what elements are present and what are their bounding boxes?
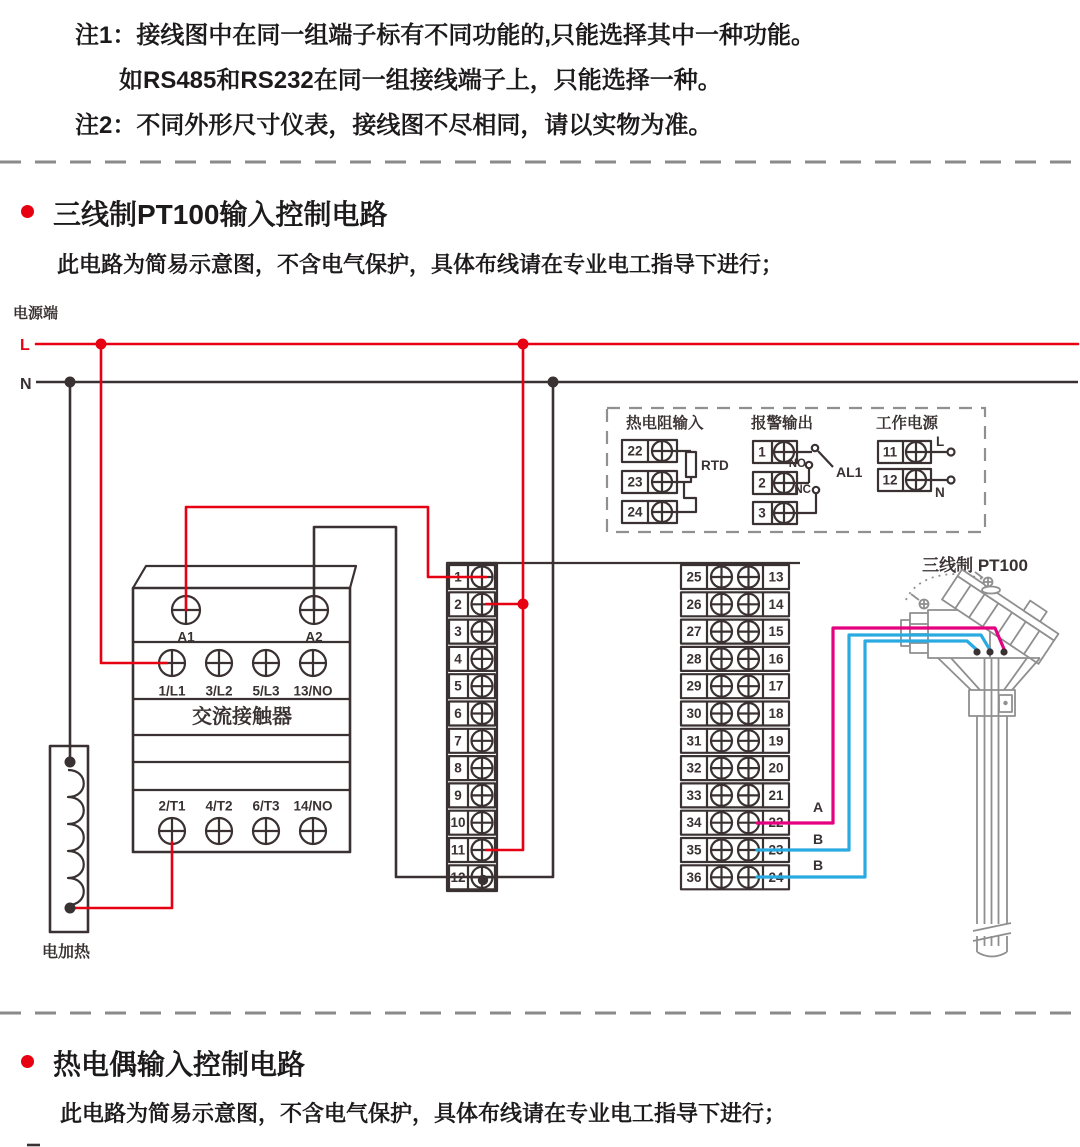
- screw-terminal-icon: [738, 785, 759, 806]
- screw-terminal-icon: [253, 650, 279, 676]
- screw-terminal-icon: [472, 621, 493, 642]
- terminal-number: 20: [768, 760, 784, 776]
- screw-terminal-icon: [711, 621, 732, 642]
- input-terminal-label: 13/NO: [293, 683, 333, 699]
- nc-label: NC: [794, 484, 811, 496]
- screw-terminal-icon: [738, 758, 759, 779]
- screw-terminal-icon: [472, 785, 493, 806]
- screw-terminal-icon: [472, 648, 493, 669]
- output-terminal-label: 14/NO: [293, 798, 333, 814]
- contactor-name: 交流接触器: [192, 706, 292, 728]
- neutral-line-label: N: [20, 376, 32, 393]
- terminal-number: 10: [450, 815, 466, 831]
- rtd-terminal-rows: [622, 440, 677, 523]
- screw-terminal-icon: [472, 730, 493, 751]
- live-line-label: L: [20, 337, 30, 354]
- screw-terminal-icon: [652, 502, 672, 522]
- terminal-number: 22: [627, 443, 643, 459]
- terminal-strip-left: [447, 563, 800, 891]
- coil-terminal-label: A1: [177, 629, 195, 645]
- supply-terminal-rows: [878, 441, 931, 491]
- supply-neutral-contact: [948, 477, 955, 484]
- coil-a1-wire: [186, 507, 486, 610]
- terminal-number: 12: [450, 869, 466, 885]
- relay-name-label: AL1: [836, 464, 863, 480]
- alarm-common-contact: [812, 445, 818, 451]
- terminal-number: 27: [686, 624, 702, 640]
- output-terminal-label: 6/T3: [252, 798, 280, 814]
- terminal-number: 23: [768, 842, 784, 858]
- sensor-funnel: [938, 658, 1040, 690]
- screw-terminal-icon: [206, 818, 232, 844]
- heater: [42, 746, 91, 961]
- terminal-number: 25: [686, 569, 702, 585]
- terminal-number: 12: [882, 472, 898, 488]
- screw-terminal-icon: [738, 730, 759, 751]
- output-terminal-label: 4/T2: [205, 798, 233, 814]
- screw-terminal-icon: [711, 758, 732, 779]
- terminal-number: 21: [768, 787, 784, 803]
- terminal-number: 11: [882, 444, 898, 460]
- terminal-number: 24: [627, 504, 643, 520]
- alarm-group-title: 报警输出: [751, 415, 814, 432]
- screw-terminal-icon: [652, 472, 672, 492]
- terminal-number: 28: [686, 651, 702, 667]
- terminal-number: 2: [454, 596, 462, 612]
- terminal-number: 9: [454, 787, 462, 803]
- terminal-number: 36: [686, 869, 702, 885]
- pt100-sensor: [901, 555, 1065, 957]
- screw-terminal-icon: [253, 818, 279, 844]
- sensor-terminal-dot: [986, 648, 993, 655]
- screw-terminal-icon: [738, 648, 759, 669]
- alarm-terminal-rows: [753, 441, 797, 524]
- terminal-number: 13: [768, 569, 784, 585]
- screw-terminal-icon: [711, 594, 732, 615]
- sensor-collar: [910, 613, 929, 653]
- sensor-title: 三线制 PT100: [922, 556, 1028, 575]
- supply-group: [876, 413, 955, 500]
- sensor-terminal-dot: [973, 648, 980, 655]
- tc-section-title: 热电偶输入控制电路: [53, 1049, 306, 1080]
- alarm-nc-contact: [813, 487, 819, 493]
- screw-terminal-icon: [774, 503, 794, 523]
- wire-label-a: A: [812, 799, 824, 815]
- screw-terminal-icon: [774, 473, 794, 493]
- tc-section-subtitle: 此电路为简易示意图，不含电气保护，具体布线请在专业电工指导下进行；: [60, 1101, 787, 1126]
- control-wires: [27, 344, 553, 1145]
- wire-label-b2: B: [812, 857, 824, 873]
- sensor-terminal-dot: [1000, 648, 1007, 655]
- wire-b-terminal23: [757, 635, 990, 850]
- terminal-number: 16: [768, 651, 784, 667]
- rtd-resistor: [686, 452, 696, 477]
- terminal-number: 2: [758, 475, 766, 491]
- screw-terminal-icon: [652, 441, 672, 461]
- head-screw-icon: [911, 594, 929, 609]
- terminal-number: 18: [768, 706, 784, 721]
- strip-right-rows: [681, 565, 789, 889]
- screw-terminal-icon: [472, 758, 493, 779]
- supply-live-label: L: [936, 434, 945, 449]
- screw-terminal-icon: [711, 730, 732, 751]
- terminal-number: 22: [768, 815, 784, 831]
- terminal-number: 31: [686, 733, 702, 749]
- screw-terminal-icon: [906, 442, 926, 462]
- input-terminal-label: 3/L2: [205, 683, 233, 699]
- pt100-section-subtitle: 此电路为简易示意图，不含电气保护，具体布线请在专业电工指导下进行；: [57, 252, 784, 277]
- note-1-line-1: 注1：接线图中在同一组端子标有不同功能的,只能选择其中一种功能。: [75, 22, 816, 49]
- contactor-top-face: [133, 566, 356, 588]
- terminal-number: 3: [758, 505, 766, 521]
- screw-terminal-icon: [711, 867, 732, 888]
- terminal-number: 32: [686, 760, 702, 776]
- output-terminal-label: 2/T1: [158, 798, 186, 814]
- terminal-number: 7: [454, 733, 462, 749]
- supply-wiring: [926, 452, 947, 480]
- rtd-group-title: 热电阻输入: [626, 415, 704, 432]
- note-1-line-2: 如RS485和RS232在同一组接线端子上，只能选择一种。: [119, 67, 722, 94]
- terminal-number: 11: [450, 842, 466, 858]
- screw-terminal-icon: [738, 567, 759, 588]
- supply-group-title: 工作电源: [876, 415, 939, 432]
- terminal-number: 19: [768, 733, 784, 749]
- no-label: NO: [788, 458, 806, 470]
- screw-terminal-icon: [206, 650, 232, 676]
- heater-label: 电加热: [42, 944, 91, 961]
- terminal-number: 26: [686, 596, 702, 612]
- cap-screw-washer: [982, 587, 1000, 594]
- screw-terminal-icon: [159, 818, 185, 844]
- io-panel: [607, 408, 985, 532]
- wire-label-b1: B: [812, 831, 824, 847]
- pt100-section-title: 三线制PT100输入控制电路: [53, 199, 388, 230]
- screw-terminal-icon: [711, 676, 732, 697]
- supply-live-contact: [948, 449, 955, 456]
- screw-terminal-icon: [711, 812, 732, 833]
- terminal-number: 6: [454, 706, 462, 721]
- input-terminal-label: 5/L3: [252, 683, 280, 699]
- screw-terminal-icon: [738, 703, 759, 724]
- terminal-number: 14: [768, 596, 784, 612]
- screw-terminal-icon: [711, 703, 732, 724]
- screw-terminal-icon: [711, 567, 732, 588]
- terminal-number: 3: [454, 624, 462, 640]
- supply-neutral-label: N: [935, 485, 945, 500]
- terminal-strip-right: [681, 565, 789, 889]
- signal-wires: [757, 628, 1008, 877]
- screw-terminal-icon: [711, 785, 732, 806]
- terminal-number: 29: [686, 678, 702, 694]
- screw-terminal-icon: [472, 676, 493, 697]
- terminal-number: 1: [454, 569, 462, 585]
- screw-terminal-icon: [472, 703, 493, 724]
- strip-left-rows: [449, 565, 495, 889]
- screw-terminal-icon: [738, 594, 759, 615]
- alarm-no-contact: [806, 462, 812, 468]
- note-2: 注2：不同外形尺寸仪表，接线图不尽相同，请以实物为准。: [75, 112, 713, 139]
- screw-terminal-icon: [738, 676, 759, 697]
- terminal-number: 24: [768, 869, 784, 885]
- coil-terminal-label: A2: [305, 629, 323, 645]
- rtd-wiring: [672, 451, 696, 512]
- terminal-number: 5: [454, 678, 462, 694]
- terminal-number: 34: [686, 815, 702, 831]
- terminal-number: 1: [758, 444, 766, 460]
- screw-terminal-icon: [300, 818, 326, 844]
- clamp-screw-dot: [1003, 701, 1007, 705]
- power-rails: [13, 304, 1078, 393]
- rtd-input-group: [622, 413, 729, 523]
- alarm-output-group: [751, 413, 863, 524]
- terminal-number: 8: [454, 760, 462, 776]
- screw-terminal-icon: [738, 621, 759, 642]
- screw-terminal-icon: [472, 812, 493, 833]
- rtd-label: RTD: [701, 458, 729, 473]
- power-terminal-label: 电源端: [13, 305, 59, 322]
- terminal-number: 4: [454, 651, 462, 667]
- ac-contactor: [133, 566, 356, 852]
- input-terminal-label: 1/L1: [158, 683, 186, 699]
- screw-terminal-icon: [711, 648, 732, 669]
- terminal-number: 23: [627, 474, 643, 490]
- terminal-number: 33: [686, 787, 702, 803]
- heater-coil: [68, 770, 84, 905]
- screw-terminal-icon: [711, 840, 732, 861]
- terminal-number: 15: [768, 624, 784, 640]
- terminal-number: 17: [768, 678, 784, 694]
- terminal-number: 30: [686, 706, 702, 721]
- screw-terminal-icon: [906, 470, 926, 490]
- terminal-number: 35: [686, 842, 702, 858]
- screw-terminal-icon: [300, 650, 326, 676]
- junction-dots: [65, 339, 559, 914]
